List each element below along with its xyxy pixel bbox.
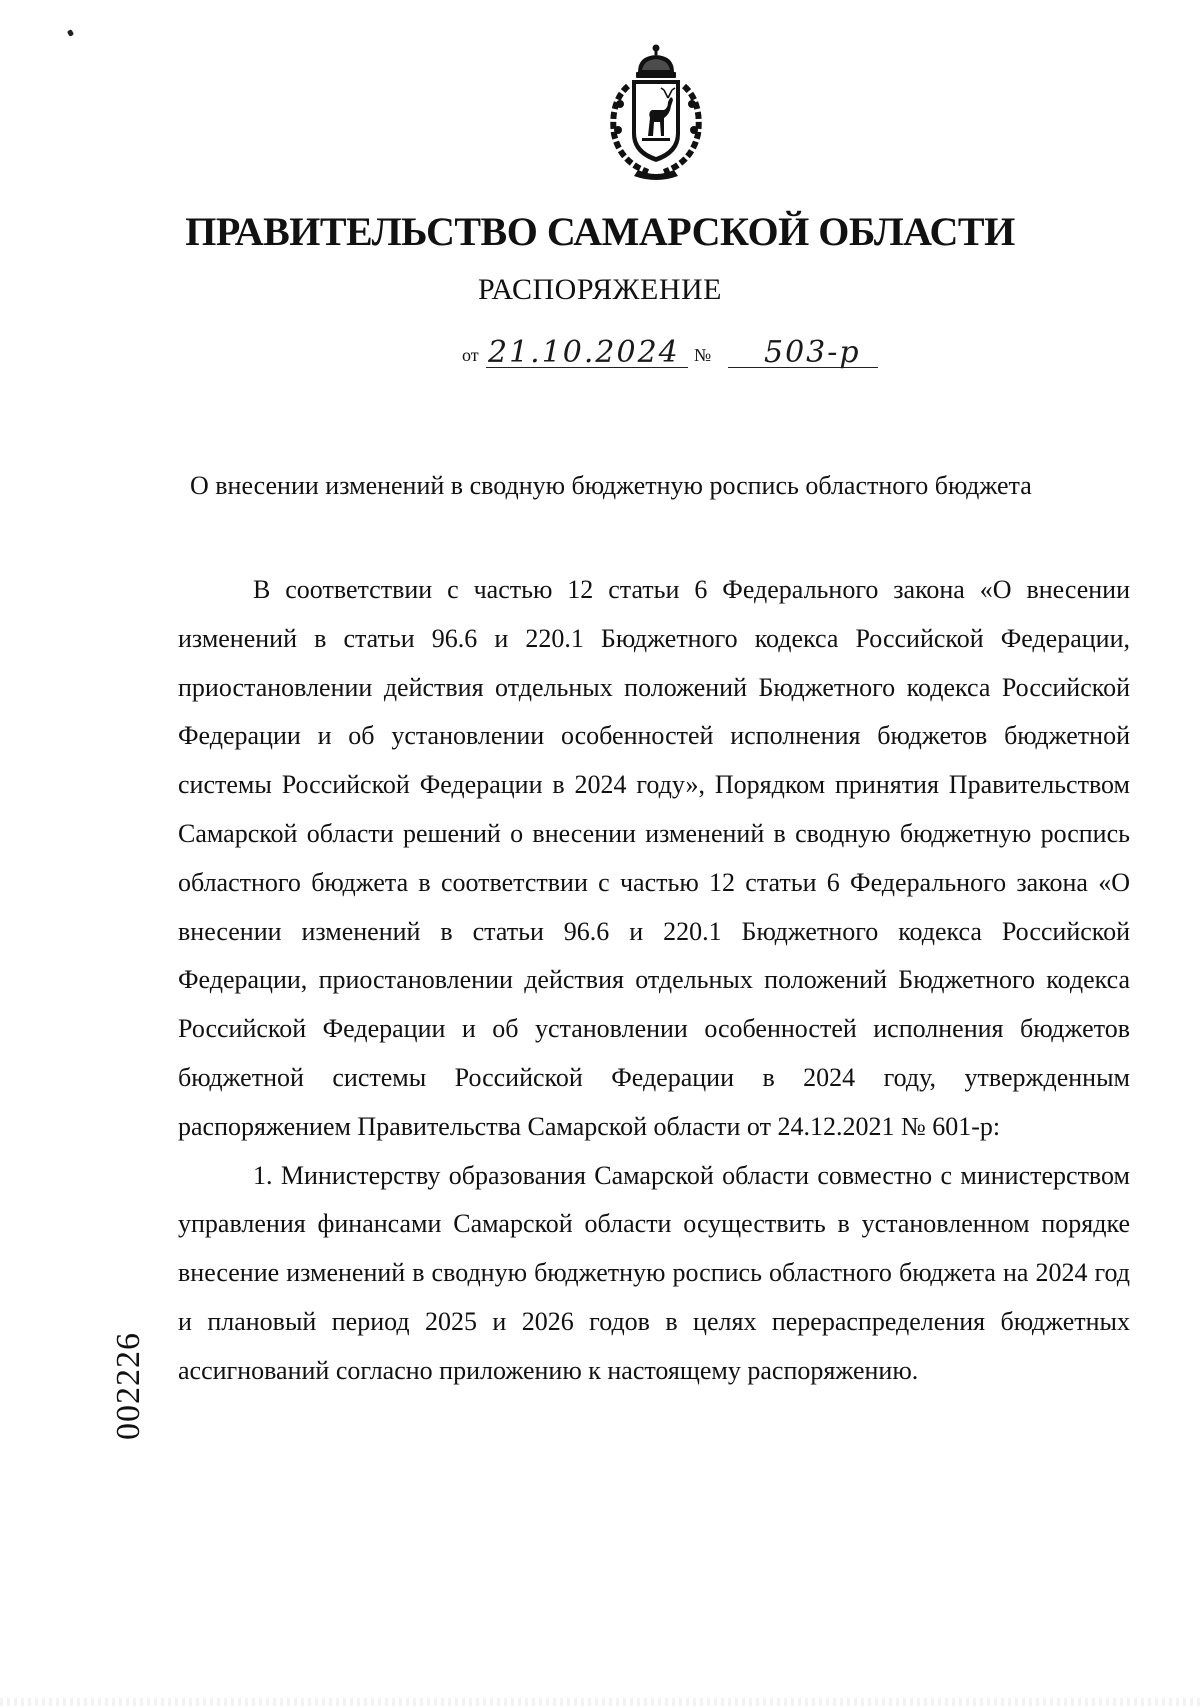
- document-body: [178, 566, 1130, 1396]
- handwritten-date: 21.10.2024: [488, 335, 680, 370]
- date-number-line: [462, 330, 882, 380]
- scan-bottom-edge: [0, 1698, 1200, 1706]
- handwritten-number: 503-р: [764, 335, 861, 370]
- document-subject: О внесении изменений в сводную бюджетную роспись областного бюджета: [190, 471, 1032, 500]
- preamble-paragraph: В соответствии с частью 12 статьи 6 Федерального закона «О внесении изменений в статьи 96.6 и 220.1 Бюджетного кодекса Российской Федерации, приостановлении действия отдельных положений Бюджетного кодекса Российской Федерации и об установлении особенностей исполнения бюджетов бюджетной системы Российской Федерации в 2024 году», Порядком принятия Правительством Самарской области решений о внесении изменений в сводную бюджетную роспись областного бюджета в соответствии с частью 12 статьи 6 Федерального закона «О внесении изменений в статьи 96.6 и 220.1 Бюджетного кодекса Российской Федерации, приостановлении действия отдельных положений Бюджетного кодекса Российской Федерации и об установлении особенностей исполнения бюджетов бюджетной системы Российской Федерации в 2024 году, утвержденным распоряжением Правительства Самарской области от 24.12.2021 № 601-р:: [178, 575, 1130, 1141]
- side-serial-number: 002226: [110, 1332, 147, 1440]
- number-label: №: [694, 345, 712, 365]
- date-label: от: [462, 345, 479, 365]
- item-1-paragraph: 1. Министерству образования Самарской области совместно с министерством управления финансами Самарской области осуществить в установленном порядке внесение изменений в сводную бюджетную роспись областного бюджета на 2024 год и плановый период 2025 и 2026 годов в целях перераспределения бюджетных ассигнований согласно приложению к настоящему распоряжению.: [178, 1160, 1130, 1385]
- scan-mark: [67, 29, 74, 37]
- government-title: ПРАВИТЕЛЬСТВО САМАРСКОЙ ОБЛАСТИ: [185, 209, 1015, 254]
- document-type: РАСПОРЯЖЕНИЕ: [477, 273, 723, 306]
- samara-coat-of-arms-icon: [598, 42, 714, 180]
